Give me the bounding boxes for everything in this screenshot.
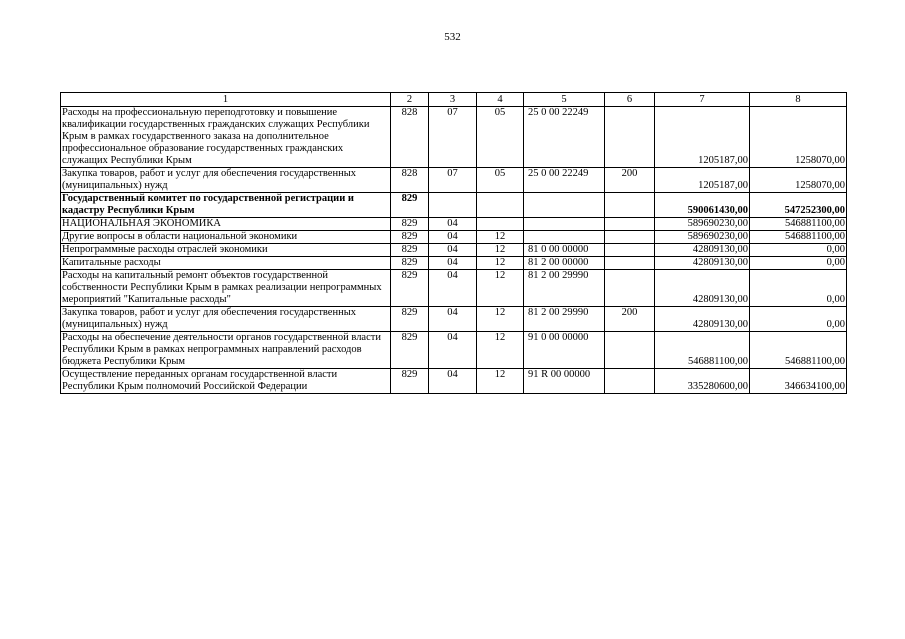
table-row	[61, 107, 847, 168]
grbs-code-cell: 829	[391, 270, 429, 307]
target-article-code-cell: 81 0 00 00000	[524, 244, 605, 257]
amount-year-1-cell: 1205187,00	[655, 107, 750, 168]
subsection-code-cell	[477, 193, 524, 218]
section-code-cell: 04	[429, 307, 477, 332]
column-header: 3	[429, 93, 477, 107]
amount-year-2-cell: 546881100,00	[750, 231, 847, 244]
grbs-code-cell: 829	[391, 307, 429, 332]
target-article-code-cell	[524, 193, 605, 218]
target-article-code-cell: 91 0 00 00000	[524, 332, 605, 369]
table-row	[61, 244, 847, 257]
subsection-code-cell	[477, 218, 524, 231]
table-row	[61, 231, 847, 244]
column-header: 2	[391, 93, 429, 107]
subsection-code-cell: 12	[477, 307, 524, 332]
target-article-code-cell: 91 R 00 00000	[524, 369, 605, 394]
target-article-code-cell: 81 2 00 29990	[524, 270, 605, 307]
budget-table	[60, 92, 847, 394]
row-name-cell: Расходы на профессиональную переподготовку и повышение квалификации государственных гражданских служащих Республики Крым в рамках государственного заказа на дополнительное профессиональное образование государственных гражданских служащих Республики Крым	[61, 107, 391, 168]
row-name-cell: Закупка товаров, работ и услуг для обеспечения государственных (муниципальных) нужд	[61, 168, 391, 193]
subsection-code-cell: 12	[477, 270, 524, 307]
section-code-cell: 07	[429, 168, 477, 193]
row-name-cell: Расходы на капитальный ремонт объектов государственной собственности Республики Крым в рамках реализации непрограммных мероприятий "Капитальные расходы"	[61, 270, 391, 307]
amount-year-1-cell: 1205187,00	[655, 168, 750, 193]
expense-type-code-cell: 200	[605, 307, 655, 332]
grbs-code-cell: 829	[391, 218, 429, 231]
amount-year-2-cell: 1258070,00	[750, 107, 847, 168]
column-header: 7	[655, 93, 750, 107]
expense-type-code-cell	[605, 369, 655, 394]
column-header: 5	[524, 93, 605, 107]
amount-year-1-cell: 589690230,00	[655, 218, 750, 231]
expense-type-code-cell	[605, 231, 655, 244]
section-code-cell: 04	[429, 218, 477, 231]
section-code-cell	[429, 193, 477, 218]
subsection-code-cell: 05	[477, 168, 524, 193]
amount-year-2-cell: 546881100,00	[750, 218, 847, 231]
grbs-code-cell: 829	[391, 369, 429, 394]
target-article-code-cell	[524, 231, 605, 244]
amount-year-2-cell: 547252300,00	[750, 193, 847, 218]
section-code-cell: 04	[429, 270, 477, 307]
expense-type-code-cell	[605, 244, 655, 257]
grbs-code-cell: 828	[391, 168, 429, 193]
column-header: 4	[477, 93, 524, 107]
target-article-code-cell: 81 2 00 00000	[524, 257, 605, 270]
amount-year-1-cell: 42809130,00	[655, 307, 750, 332]
amount-year-1-cell: 546881100,00	[655, 332, 750, 369]
row-name-cell: Осуществление переданных органам государственной власти Республики Крым полномочий Российской Федерации	[61, 369, 391, 394]
amount-year-1-cell: 590061430,00	[655, 193, 750, 218]
row-name-cell: НАЦИОНАЛЬНАЯ ЭКОНОМИКА	[61, 218, 391, 231]
column-header: 8	[750, 93, 847, 107]
table-row	[61, 369, 847, 394]
subsection-code-cell: 12	[477, 369, 524, 394]
target-article-code-cell	[524, 218, 605, 231]
table-row	[61, 193, 847, 218]
target-article-code-cell: 25 0 00 22249	[524, 168, 605, 193]
expense-type-code-cell	[605, 218, 655, 231]
expense-type-code-cell	[605, 257, 655, 270]
page-number: 532	[444, 31, 461, 43]
table-row	[61, 307, 847, 332]
expense-type-code-cell	[605, 270, 655, 307]
amount-year-1-cell: 42809130,00	[655, 270, 750, 307]
subsection-code-cell: 12	[477, 332, 524, 369]
section-code-cell: 04	[429, 244, 477, 257]
subsection-code-cell: 12	[477, 244, 524, 257]
table-row	[61, 168, 847, 193]
section-code-cell: 04	[429, 257, 477, 270]
row-name-cell: Непрограммные расходы отраслей экономики	[61, 244, 391, 257]
table-row	[61, 218, 847, 231]
target-article-code-cell: 81 2 00 29990	[524, 307, 605, 332]
grbs-code-cell: 828	[391, 107, 429, 168]
column-header: 6	[605, 93, 655, 107]
section-code-cell: 04	[429, 369, 477, 394]
row-name-cell: Капитальные расходы	[61, 257, 391, 270]
table-row	[61, 257, 847, 270]
section-code-cell: 07	[429, 107, 477, 168]
section-code-cell: 04	[429, 231, 477, 244]
expense-type-code-cell	[605, 193, 655, 218]
section-code-cell: 04	[429, 332, 477, 369]
amount-year-2-cell: 0,00	[750, 244, 847, 257]
amount-year-2-cell: 0,00	[750, 257, 847, 270]
amount-year-1-cell: 42809130,00	[655, 244, 750, 257]
table-body	[61, 93, 847, 394]
amount-year-2-cell: 0,00	[750, 270, 847, 307]
table-row	[61, 270, 847, 307]
amount-year-1-cell: 335280600,00	[655, 369, 750, 394]
grbs-code-cell: 829	[391, 193, 429, 218]
grbs-code-cell: 829	[391, 231, 429, 244]
amount-year-2-cell: 1258070,00	[750, 168, 847, 193]
table-row	[61, 332, 847, 369]
column-header: 1	[61, 93, 391, 107]
expense-type-code-cell	[605, 107, 655, 168]
row-name-cell: Закупка товаров, работ и услуг для обеспечения государственных (муниципальных) нужд	[61, 307, 391, 332]
column-number-row	[61, 93, 847, 107]
amount-year-2-cell: 546881100,00	[750, 332, 847, 369]
amount-year-2-cell: 346634100,00	[750, 369, 847, 394]
grbs-code-cell: 829	[391, 257, 429, 270]
row-name-cell: Расходы на обеспечение деятельности органов государственной власти Республики Крым в рамках непрограммных направлений расходов бюджета Республики Крым	[61, 332, 391, 369]
expense-type-code-cell	[605, 332, 655, 369]
amount-year-1-cell: 589690230,00	[655, 231, 750, 244]
row-name-cell: Другие вопросы в области национальной экономики	[61, 231, 391, 244]
target-article-code-cell: 25 0 00 22249	[524, 107, 605, 168]
amount-year-1-cell: 42809130,00	[655, 257, 750, 270]
amount-year-2-cell: 0,00	[750, 307, 847, 332]
expense-type-code-cell: 200	[605, 168, 655, 193]
grbs-code-cell: 829	[391, 244, 429, 257]
row-name-cell: Государственный комитет по государственной регистрации и кадастру Республики Крым	[61, 193, 391, 218]
subsection-code-cell: 12	[477, 257, 524, 270]
grbs-code-cell: 829	[391, 332, 429, 369]
subsection-code-cell: 12	[477, 231, 524, 244]
subsection-code-cell: 05	[477, 107, 524, 168]
